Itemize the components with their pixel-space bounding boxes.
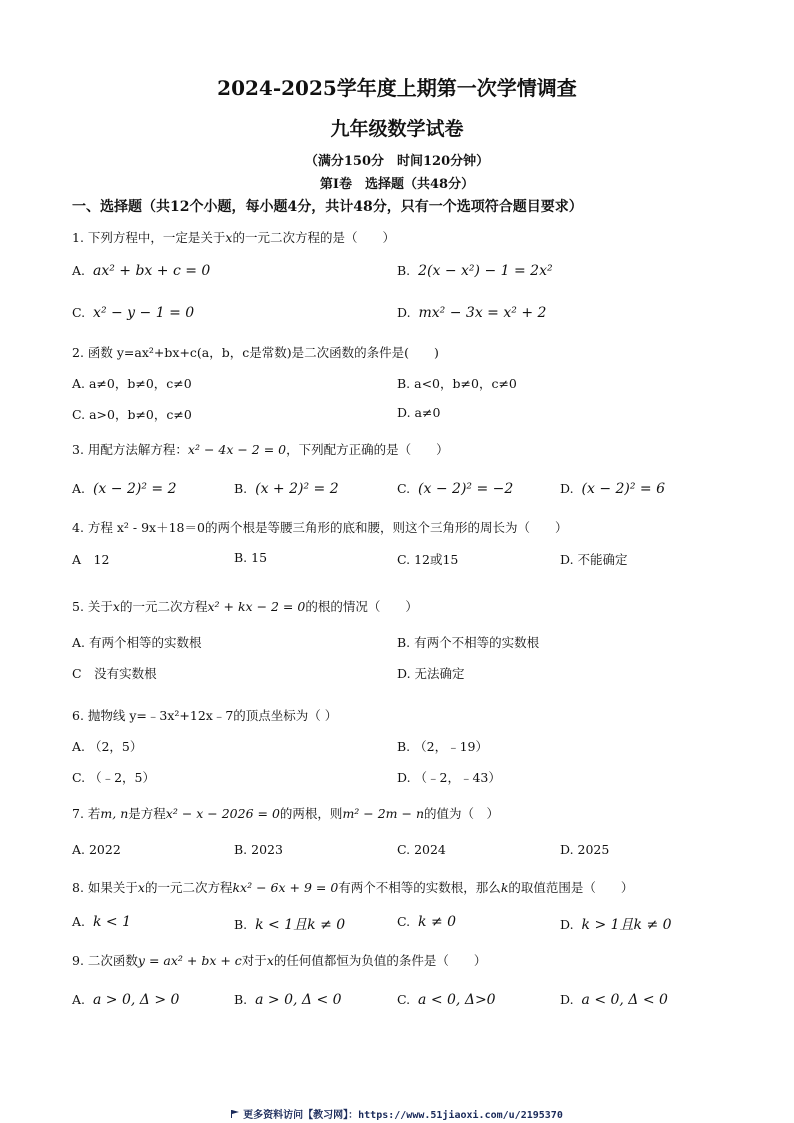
question-8-option-a: A. k < 1 <box>72 914 131 930</box>
exam-score-time-note: （满分150分 时间120分钟） <box>304 154 490 169</box>
exam-part-heading: 第Ⅰ卷 选择题（共48分） <box>319 177 475 192</box>
question-2-option-a: A. a≠0，b≠0，c≠0 <box>72 376 192 391</box>
variable-k: k <box>500 880 509 895</box>
question-7-option-a: A. 2022 <box>72 842 121 857</box>
question-6-option-c: C. （﹣2，5） <box>72 770 155 785</box>
exam-title: 2024-2025学年度上期第一次学情调查 <box>217 76 577 100</box>
question-6-option-a: A. （2，5） <box>72 739 143 754</box>
question-2-option-c: C. a>0，b≠0，c≠0 <box>72 407 192 422</box>
variable-x: x <box>112 599 120 614</box>
question-2-option-d: D. a≠0 <box>397 405 441 420</box>
question-1-stem: 1. 下列方程中，一定是关于x的一元二次方程的是（ ） <box>72 230 395 245</box>
formula: (x − 2)² = 2 <box>92 481 177 497</box>
question-7-option-b: B. 2023 <box>234 842 283 857</box>
question-5-option-c: C 没有实数根 <box>72 666 157 681</box>
question-4-option-c: C. 12或15 <box>397 552 459 567</box>
question-8-stem: 8. 如果关于x的一元二次方程kx² − 6x + 9 = 0有两个不相等的实数根，那么k的取值范围是（ ） <box>72 880 634 895</box>
question-5-option-a: A. 有两个相等的实数根 <box>72 635 202 650</box>
question-2-stem: 2. 函数 y=ax²+bx+c(a，b，c是常数)是二次函数的条件是( ) <box>72 345 439 360</box>
formula: a > 0, Δ > 0 <box>92 992 180 1008</box>
variable-x: x <box>225 230 233 245</box>
formula: k < 1且k ≠ 0 <box>255 917 346 933</box>
formula: y = ax² + bx + c <box>137 953 242 968</box>
question-9-option-a: A. a > 0, Δ > 0 <box>72 992 180 1008</box>
formula: x² − x − 2026 = 0 <box>165 806 280 821</box>
question-1-option-a: A. ax² + bx + c = 0 <box>72 263 211 279</box>
question-8-option-c: C. k ≠ 0 <box>397 914 457 930</box>
question-9-option-c: C. a < 0, Δ>0 <box>397 992 496 1008</box>
question-3-stem: 3. 用配方法解方程：x² − 4x − 2 = 0，下列配方正确的是（ ） <box>72 442 449 457</box>
section-heading: 一、选择题（共12个小题，每小题4分，共计48分，只有一个选项符合题目要求） <box>72 199 583 215</box>
formula: m² − 2m − n <box>342 806 424 821</box>
formula: x² − y − 1 = 0 <box>93 305 195 321</box>
question-7-stem: 7. 若m, n是方程x² − x − 2026 = 0的两根，则m² − 2m − n的值为（ ） <box>72 806 500 821</box>
formula: x² − 4x − 2 = 0 <box>187 442 287 457</box>
formula: x² + kx − 2 = 0 <box>207 599 306 614</box>
formula: a > 0, Δ < 0 <box>255 992 342 1008</box>
formula: k < 1 <box>92 914 131 930</box>
variable-x: x <box>137 880 145 895</box>
formula: (x + 2)² = 2 <box>255 481 339 497</box>
variables-m-n: m, n <box>100 806 129 821</box>
variable-x: x <box>266 953 274 968</box>
question-6-stem: 6. 抛物线 y=﹣3x²+12x﹣7的顶点坐标为（ ） <box>72 708 338 723</box>
formula: 2(x − x²) − 1 = 2x² <box>418 263 553 279</box>
question-9-stem: 9. 二次函数y = ax² + bx + c对于x的任何值都恒为负值的条件是（ ） <box>72 953 487 968</box>
question-6-option-d: D. （﹣2，﹣43） <box>397 770 501 785</box>
question-5-option-d: D. 无法确定 <box>397 666 465 681</box>
question-7-option-c: C. 2024 <box>397 842 446 857</box>
question-7-option-d: D. 2025 <box>560 842 610 857</box>
question-5-option-b: B. 有两个不相等的实数根 <box>397 635 540 650</box>
question-1-option-b: B. 2(x − x²) − 1 = 2x² <box>397 263 553 279</box>
question-2-option-b: B. a<0，b≠0，c≠0 <box>397 376 517 391</box>
footer-link[interactable] <box>0 1106 794 1121</box>
question-4-option-b: B. 15 <box>234 550 268 565</box>
question-5-stem: 5. 关于x的一元二次方程x² + kx − 2 = 0的根的情况（ ） <box>72 599 418 614</box>
formula: mx² − 3x = x² + 2 <box>418 305 547 321</box>
formula: kx² − 6x + 9 = 0 <box>232 880 339 895</box>
question-3-option-d: D. (x − 2)² = 6 <box>560 481 666 497</box>
flag-icon <box>231 1110 239 1118</box>
formula: k ≠ 0 <box>418 914 457 930</box>
question-1-option-c: C. x² − y − 1 = 0 <box>72 305 195 321</box>
formula: ax² + bx + c = 0 <box>92 263 211 279</box>
question-8-option-b: B. k < 1且k ≠ 0 <box>234 917 346 933</box>
formula: (x − 2)² = 6 <box>581 481 666 497</box>
question-9-option-b: B. a > 0, Δ < 0 <box>234 992 342 1008</box>
question-1-option-d: D. mx² − 3x = x² + 2 <box>397 305 547 321</box>
footer-text[interactable]: 更多资料访问【教习网】：https://www.51jiaoxi.com/u/2195370 <box>243 1110 563 1121</box>
question-4-stem: 4. 方程 x² - 9x＋18＝0的两个根是等腰三角形的底和腰，则这个三角形的周长为（ ） <box>72 520 568 535</box>
exam-subtitle: 九年级数学试卷 <box>330 118 464 140</box>
question-9-option-d: D. a < 0, Δ < 0 <box>560 992 668 1008</box>
formula: k > 1且k ≠ 0 <box>581 917 672 933</box>
question-6-option-b: B. （2，﹣19） <box>397 739 488 754</box>
formula: (x − 2)² = −2 <box>418 481 514 497</box>
question-8-option-d: D. k > 1且k ≠ 0 <box>560 917 672 933</box>
formula: a < 0, Δ>0 <box>418 992 496 1008</box>
question-4-option-a: A 12 <box>72 552 110 567</box>
question-3-option-a: A. (x − 2)² = 2 <box>72 481 177 497</box>
question-4-option-d: D. 不能确定 <box>560 552 628 567</box>
formula: a < 0, Δ < 0 <box>581 992 668 1008</box>
question-3-option-c: C. (x − 2)² = −2 <box>397 481 514 497</box>
question-3-option-b: B. (x + 2)² = 2 <box>234 481 339 497</box>
